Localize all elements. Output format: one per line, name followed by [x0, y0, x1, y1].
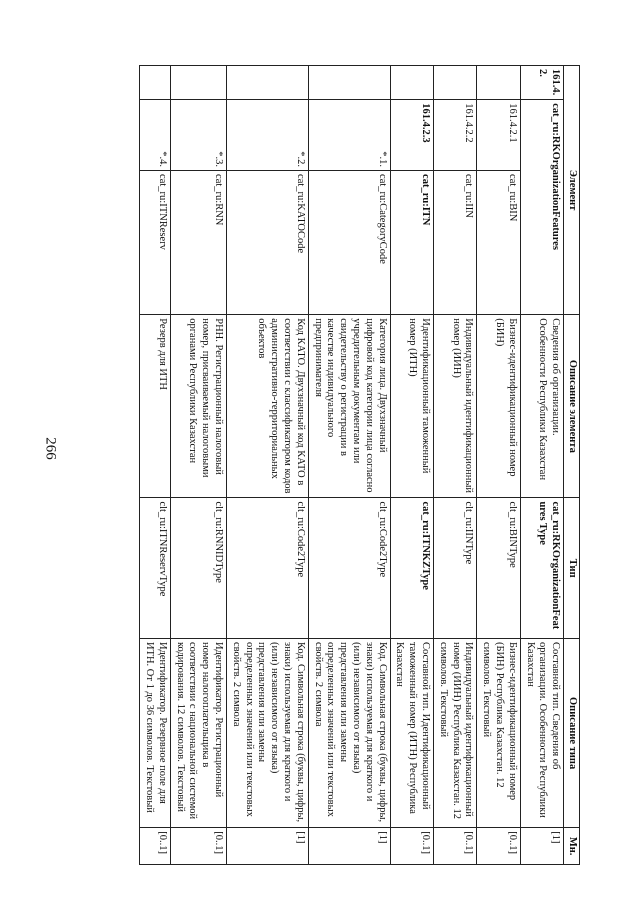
- type-desc: Бизнес-идентификационный номер (БИН) Республика Казахстан. 12 символов. Текстовый: [477, 638, 520, 827]
- type-desc: Идентификатор. Резервное поле для ИТН. От 1 до 36 символов. Текстовый: [140, 638, 171, 827]
- table-row: [140, 66, 171, 865]
- table-row: [390, 66, 433, 865]
- type-desc: Идентификатор. Регистрационный номер налогоплательщика в соответствии с национальной системой кодирования. 12 символов. Текстовый: [170, 638, 226, 827]
- multiplicity: [0..1]: [434, 828, 477, 865]
- element-name: cat_ru:ITN: [390, 171, 433, 315]
- element-name: cat_ru:IIN: [434, 171, 477, 315]
- element-name: cat_ru:KATOCode: [227, 171, 309, 315]
- row-subnumber: *.2.: [227, 100, 309, 171]
- element-name: cat_ru:BIN: [477, 171, 520, 315]
- rotated-page: [100, 65, 580, 865]
- indent-cell: [140, 66, 171, 100]
- element-desc: Код КАТО. Двухзначный код КАТО в соответствии с классификатором кодов административно-территориальных объектов: [227, 315, 309, 498]
- element-desc: Бизнес-идентификационный номер (БИН): [477, 315, 520, 498]
- element-name: cat_ru:RNN: [170, 171, 226, 315]
- page-number: 266: [42, 437, 59, 460]
- row-subnumber: *.3.: [170, 100, 226, 171]
- row-subnumber: 161.4.2.3: [390, 100, 433, 171]
- indent-cell: [390, 66, 433, 100]
- multiplicity: [0..1]: [477, 828, 520, 865]
- table-row: [227, 66, 309, 865]
- multiplicity: [0..1]: [390, 828, 433, 865]
- row-subnumber: *.4.: [140, 100, 171, 171]
- element-type: cat_ru:RKOrganizationFeatures Type: [520, 498, 563, 638]
- element-type: clt_ru:ITNReservType: [140, 498, 171, 638]
- spec-table: [139, 65, 580, 865]
- type-desc: Код. Символьная строка (буквы, цифры, знаки) используемая для краткого и (или) независимого от языка) представления или замены определенных значений или текстовых свойств. 2 символа: [308, 638, 390, 827]
- type-desc: Составной тип. Идентификационный таможенный номер (ИТН) Республика Казахстан: [390, 638, 433, 827]
- element-desc: Идентификационный таможенный номер (ИТН): [390, 315, 433, 498]
- element-type: clt_ru:BINType: [477, 498, 520, 638]
- table-row: [308, 66, 390, 865]
- indent-cell: [434, 66, 477, 100]
- multiplicity: [0..1]: [170, 828, 226, 865]
- element-desc: Категория лица. Двухзначный цифровой код категории лица согласно учредительным документам или свидетельству о регистрации в качестве индивидуального предпринимателя: [308, 315, 390, 498]
- header-type-desc: Описание типа: [564, 638, 580, 827]
- multiplicity: [1]: [227, 828, 309, 865]
- multiplicity: [1]: [520, 828, 563, 865]
- table-row: [520, 66, 563, 865]
- indent-cell: [308, 66, 390, 100]
- element-type: clt_ru:RNNIDType: [170, 498, 226, 638]
- indent-cell: [477, 66, 520, 100]
- element-type: clt_ru:Code2Type: [308, 498, 390, 638]
- type-desc: Составной тип. Сведения об организации. Особенности Республики Казахстан: [520, 638, 563, 827]
- header-element-desc: Описание элемента: [564, 315, 580, 498]
- table-row: [434, 66, 477, 865]
- element-type: clt_ru:Code2Type: [227, 498, 309, 638]
- element-desc: Сведения об организации. Особенности Республики Казахстан: [520, 315, 563, 498]
- element-name: cat_ru:CategoryCode: [308, 171, 390, 315]
- row-subnumber: 161.4.2.1: [477, 100, 520, 171]
- row-subnumber: *.1.: [308, 100, 390, 171]
- indent-cell: [227, 66, 309, 100]
- header-mult: Мн.: [564, 828, 580, 865]
- type-desc: Индивидуальный идентификационный номер (ИИН) Республика Казахстан. 12 символов. Текстовый: [434, 638, 477, 827]
- element-name: cat_ru:ITNReserv: [140, 171, 171, 315]
- multiplicity: [1]: [308, 828, 390, 865]
- multiplicity: [0..1]: [140, 828, 171, 865]
- indent-cell: [170, 66, 226, 100]
- element-name: cat_ru:RKOrganizationFeatures: [520, 100, 563, 315]
- element-type: cat_ru:ITNKZType: [390, 498, 433, 638]
- table-header-row: [564, 66, 580, 865]
- type-desc: Код. Символьная строка (буквы, цифры, знаки) используемая для краткого и (или) независимого от языка) представления или замены определенных значений или текстовых свойств. 2 символа: [227, 638, 309, 827]
- header-type: Тип: [564, 498, 580, 638]
- table-row: [477, 66, 520, 865]
- element-desc: Индивидуальный идентификационный номер (ИИН): [434, 315, 477, 498]
- row-subnumber: 161.4.2.2: [434, 100, 477, 171]
- element-type: clt_ru:IINType: [434, 498, 477, 638]
- row-number: 161.4.2.: [520, 66, 563, 100]
- element-desc: РНН. Регистрационный налоговый номер, присваиваемый налоговыми органами Республики Казахстан: [170, 315, 226, 498]
- table-row: [170, 66, 226, 865]
- header-element: Элемент: [564, 66, 580, 315]
- element-desc: Резерв для ИТН: [140, 315, 171, 498]
